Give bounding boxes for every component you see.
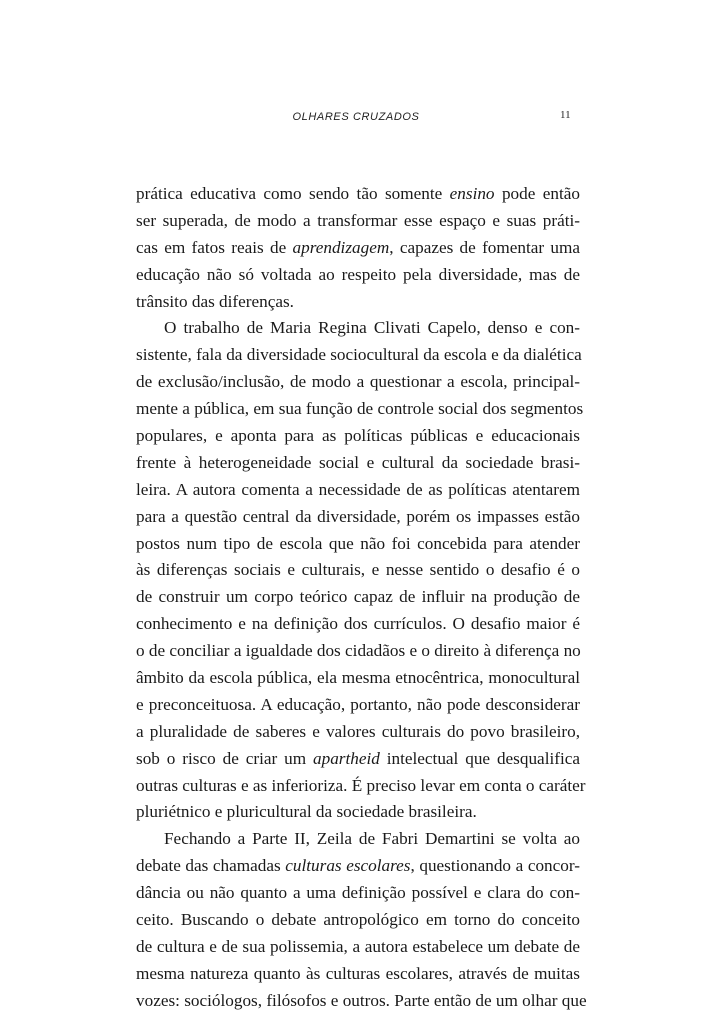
text-segment: leira. A autora comenta a necessidade de as políticas atentarem bbox=[136, 479, 580, 499]
running-head: OLHARES CRUZADOS bbox=[292, 111, 420, 123]
text-line bbox=[136, 208, 580, 235]
text-segment: postos num tipo de escola que não foi concebida para atender bbox=[136, 533, 580, 553]
body-text bbox=[136, 181, 587, 1015]
text-line bbox=[136, 988, 587, 1015]
text-segment: ceito. Buscando o debate antropológico em torno do conceito bbox=[136, 910, 580, 930]
text-line bbox=[136, 531, 580, 558]
text-segment: para a questão central da diversidade, porém os impasses estão bbox=[136, 506, 580, 526]
text-line bbox=[136, 423, 580, 450]
text-line bbox=[136, 611, 580, 638]
text-line bbox=[136, 557, 580, 584]
text-line bbox=[136, 961, 580, 988]
text-segment: outras culturas e as inferioriza. É preciso levar em conta o caráter bbox=[136, 775, 586, 795]
text-segment: cas em fatos reais de bbox=[136, 237, 293, 257]
text-line bbox=[136, 853, 580, 880]
italic-term: aprendizagem bbox=[292, 237, 390, 257]
text-segment: prática educativa como sendo tão somente bbox=[136, 184, 450, 203]
text-segment: frente à heterogeneidade social e cultural da sociedade brasi- bbox=[136, 452, 580, 472]
text-line bbox=[136, 826, 580, 853]
text-segment: e preconceituosa. A educação, portanto, não pode desconsiderar bbox=[136, 694, 580, 714]
text-line bbox=[136, 369, 580, 396]
text-line bbox=[136, 396, 584, 423]
text-segment: vozes: sociólogos, filósofos e outros. Parte então de um olhar que bbox=[136, 990, 587, 1010]
text-segment: pluriétnico e pluricultural da sociedade brasileira. bbox=[136, 802, 477, 822]
text-segment: às diferenças sociais e culturais, e nesse sentido o desafio é o bbox=[136, 560, 580, 580]
text-line bbox=[136, 235, 580, 262]
text-line bbox=[136, 719, 580, 746]
italic-term: culturas escolares bbox=[285, 856, 411, 876]
text-line bbox=[136, 665, 580, 692]
text-segment: sob o risco de criar um bbox=[136, 748, 313, 768]
text-segment: dância ou não quanto a uma definição possível e clara do con- bbox=[136, 883, 580, 903]
text-line bbox=[136, 315, 580, 342]
text-line bbox=[136, 773, 586, 800]
text-segment: conhecimento e na definição dos currículos. O desafio maior é bbox=[136, 614, 580, 634]
text-segment: o de conciliar a igualdade dos cidadãos e o direito à diferença no bbox=[136, 641, 581, 661]
text-segment: a pluralidade de saberes e valores culturais do povo brasileiro, bbox=[136, 721, 580, 741]
text-segment: de construir um corpo teórico capaz de influir na produção de bbox=[136, 587, 580, 607]
text-line bbox=[136, 746, 580, 773]
text-line bbox=[136, 934, 580, 961]
text-line bbox=[136, 289, 580, 316]
text-line bbox=[136, 450, 580, 477]
text-segment: , capazes de fomentar uma bbox=[389, 237, 580, 257]
text-line bbox=[136, 799, 580, 826]
text-line bbox=[136, 181, 580, 208]
text-segment: sistente, fala da diversidade sociocultural da escola e da dialética bbox=[136, 345, 582, 365]
text-segment: mesma natureza quanto às culturas escolares, através de muitas bbox=[136, 963, 580, 983]
italic-term: apartheid bbox=[313, 748, 380, 768]
text-segment: de exclusão/inclusão, de modo a questionar a escola, principal- bbox=[136, 372, 580, 392]
italic-term: ensino bbox=[449, 184, 495, 203]
text-segment: O trabalho de Maria Regina Clivati Capelo, denso e con- bbox=[164, 318, 580, 338]
text-line bbox=[136, 692, 580, 719]
text-segment: âmbito da escola pública, ela mesma etnocêntrica, monocultural bbox=[136, 668, 580, 688]
text-line bbox=[136, 342, 580, 369]
text-line bbox=[136, 880, 580, 907]
text-segment: mente a pública, em sua função de controle social dos segmentos bbox=[136, 399, 584, 419]
text-segment: educação não só voltada ao respeito pela diversidade, mas de bbox=[136, 264, 580, 284]
text-segment: Fechando a Parte II, Zeila de Fabri Demartini se volta ao bbox=[164, 829, 580, 849]
text-segment: , questionando a concor- bbox=[410, 856, 580, 876]
text-segment: ser superada, de modo a transformar esse espaço e suas práti- bbox=[136, 210, 580, 230]
text-segment: intelectual que desqualifica bbox=[379, 748, 580, 768]
text-line bbox=[136, 907, 580, 934]
text-segment: trânsito das diferenças. bbox=[136, 291, 294, 311]
text-line bbox=[136, 477, 580, 504]
text-line bbox=[136, 584, 580, 611]
text-segment: debate das chamadas bbox=[136, 856, 286, 876]
text-line bbox=[136, 504, 580, 531]
text-line bbox=[136, 262, 580, 289]
text-segment: pode então bbox=[494, 184, 580, 203]
text-segment: populares, e aponta para as políticas públicas e educacionais bbox=[136, 426, 580, 446]
text-line bbox=[136, 638, 580, 665]
text-segment: de cultura e de sua polissemia, a autora estabelece um debate de bbox=[136, 936, 580, 956]
page-number: 11 bbox=[560, 109, 571, 121]
